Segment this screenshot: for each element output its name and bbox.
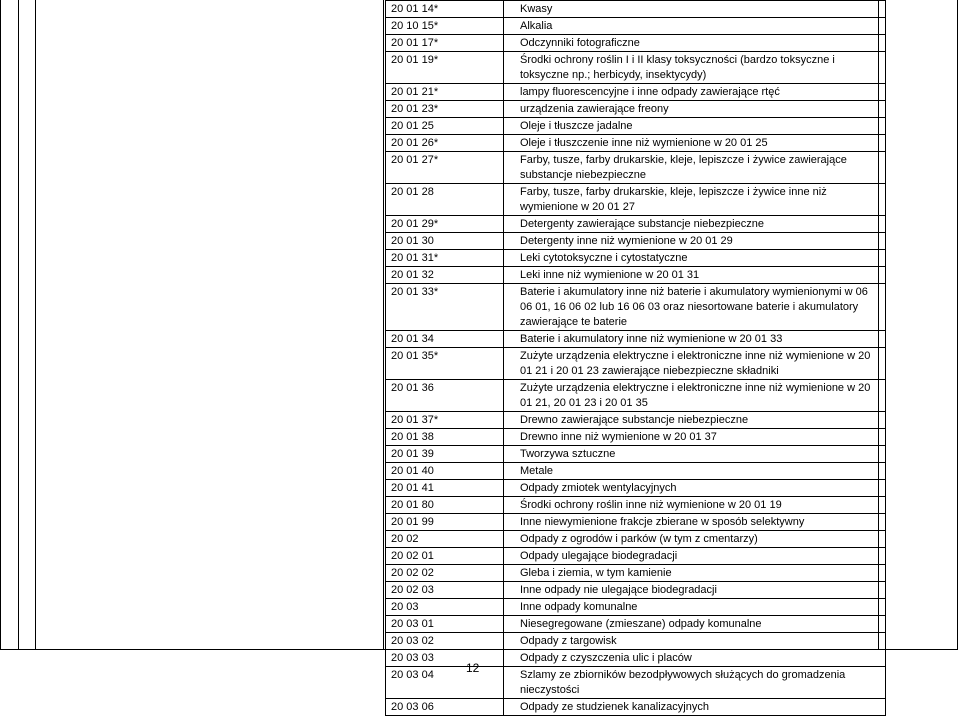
waste-code-cell: 20 02 02	[386, 565, 504, 582]
waste-description-cell: Drewno zawierające substancje niebezpieczne	[504, 412, 886, 429]
table-row	[386, 118, 886, 135]
table-row	[386, 548, 886, 565]
waste-description-cell: Oleje i tłuszczenie inne niż wymienione w 20 01 25	[504, 135, 886, 152]
table-row	[386, 633, 886, 650]
table-row	[386, 18, 886, 35]
waste-description-cell: Środki ochrony roślin I i II klasy toksyczności (bardzo toksyczne i toksyczne np.; herbicydy, insektycydy)	[504, 52, 886, 84]
waste-code-cell: 20 03 06	[386, 699, 504, 716]
waste-description-cell: Oleje i tłuszcze jadalne	[504, 118, 886, 135]
frame-line	[0, 0, 1, 650]
waste-code-cell: 20 01 23*	[386, 101, 504, 118]
waste-code-cell: 20 10 15*	[386, 18, 504, 35]
waste-description-cell: Inne odpady nie ulegające biodegradacji	[504, 582, 886, 599]
waste-code-cell: 20 01 36	[386, 380, 504, 412]
table-row	[386, 233, 886, 250]
waste-code-cell: 20 01 35*	[386, 348, 504, 380]
waste-code-cell: 20 03	[386, 599, 504, 616]
waste-code-cell: 20 01 31*	[386, 250, 504, 267]
waste-description-cell: Inne odpady komunalne	[504, 599, 886, 616]
table-row	[386, 135, 886, 152]
waste-code-cell: 20 02 03	[386, 582, 504, 599]
table-row	[386, 152, 886, 184]
frame-line	[18, 0, 19, 650]
frame-line	[957, 0, 958, 650]
waste-description-cell: Detergenty inne niż wymienione w 20 01 29	[504, 233, 886, 250]
frame-line	[383, 0, 384, 650]
table-row	[386, 429, 886, 446]
waste-description-cell: Niesegregowane (zmieszane) odpady komunalne	[504, 616, 886, 633]
waste-code-cell: 20 02	[386, 531, 504, 548]
table-row	[386, 412, 886, 429]
waste-code-cell: 20 03 03	[386, 650, 504, 667]
table-row	[386, 446, 886, 463]
table-row	[386, 331, 886, 348]
table-row	[386, 184, 886, 216]
table-row	[386, 1, 886, 18]
waste-code-cell: 20 01 32	[386, 267, 504, 284]
waste-description-cell: Odpady ze studzienek kanalizacyjnych	[504, 699, 886, 716]
table-row	[386, 35, 886, 52]
waste-code-cell: 20 01 80	[386, 497, 504, 514]
waste-code-cell: 20 03 02	[386, 633, 504, 650]
waste-code-table	[385, 0, 886, 716]
waste-code-cell: 20 01 38	[386, 429, 504, 446]
table-row	[386, 667, 886, 699]
waste-code-cell: 20 01 28	[386, 184, 504, 216]
waste-description-cell: urządzenia zawierające freony	[504, 101, 886, 118]
table-row	[386, 84, 886, 101]
waste-code-cell: 20 01 41	[386, 480, 504, 497]
waste-code-cell: 20 01 39	[386, 446, 504, 463]
table-row	[386, 250, 886, 267]
table-row	[386, 480, 886, 497]
waste-code-cell: 20 02 01	[386, 548, 504, 565]
waste-description-cell: Alkalia	[504, 18, 886, 35]
table-row	[386, 514, 886, 531]
waste-description-cell: Odpady z ogrodów i parków (w tym z cmentarzy)	[504, 531, 886, 548]
waste-description-cell: Odpady z targowisk	[504, 633, 886, 650]
frame-line	[35, 0, 36, 650]
waste-description-cell: Baterie i akumulatory inne niż wymienione w 20 01 33	[504, 331, 886, 348]
waste-description-cell: Farby, tusze, farby drukarskie, kleje, lepiszcze i żywice zawierające substancje niebezpieczne	[504, 152, 886, 184]
waste-code-cell: 20 01 37*	[386, 412, 504, 429]
waste-code-cell: 20 01 29*	[386, 216, 504, 233]
table-row	[386, 380, 886, 412]
waste-code-cell: 20 03 04	[386, 667, 504, 699]
waste-description-cell: Szlamy ze zbiorników bezodpływowych służących do gromadzenia nieczystości	[504, 667, 886, 699]
table-row	[386, 582, 886, 599]
table-row	[386, 497, 886, 514]
table-row	[386, 463, 886, 480]
waste-code-cell: 20 01 21*	[386, 84, 504, 101]
waste-code-cell: 20 01 26*	[386, 135, 504, 152]
waste-description-cell: Gleba i ziemia, w tym kamienie	[504, 565, 886, 582]
waste-description-cell: Leki inne niż wymienione w 20 01 31	[504, 267, 886, 284]
table-row	[386, 531, 886, 548]
waste-description-cell: Odpady z czyszczenia ulic i placów	[504, 650, 886, 667]
waste-description-cell: Zużyte urządzenia elektryczne i elektroniczne inne niż wymienione w 20 01 21, 20 01 23 i 20 01 35	[504, 380, 886, 412]
waste-description-cell: Kwasy	[504, 1, 886, 18]
waste-description-cell: Metale	[504, 463, 886, 480]
table-row	[386, 284, 886, 331]
waste-code-cell: 20 01 99	[386, 514, 504, 531]
table-row	[386, 565, 886, 582]
waste-description-cell: Środki ochrony roślin inne niż wymienione w 20 01 19	[504, 497, 886, 514]
page-number: 12	[466, 661, 480, 675]
waste-description-cell: lampy fluorescencyjne i inne odpady zawierające rtęć	[504, 84, 886, 101]
waste-code-cell: 20 01 33*	[386, 284, 504, 331]
table-row	[386, 699, 886, 716]
table-row	[386, 216, 886, 233]
waste-description-cell: Odczynniki fotograficzne	[504, 35, 886, 52]
waste-description-cell: Baterie i akumulatory inne niż baterie i akumulatory wymienionymi w 06 06 01, 16 06 02 lub 16 06 03 oraz niesortowane baterie i akumulatory zawierające te baterie	[504, 284, 886, 331]
table-row	[386, 267, 886, 284]
table-row	[386, 348, 886, 380]
waste-code-cell: 20 03 01	[386, 616, 504, 633]
waste-description-cell: Leki cytotoksyczne i cytostatyczne	[504, 250, 886, 267]
waste-description-cell: Odpady zmiotek wentylacyjnych	[504, 480, 886, 497]
table-row	[386, 650, 886, 667]
waste-code-cell: 20 01 30	[386, 233, 504, 250]
waste-description-cell: Inne niewymienione frakcje zbierane w sposób selektywny	[504, 514, 886, 531]
waste-code-cell: 20 01 14*	[386, 1, 504, 18]
table-row	[386, 101, 886, 118]
waste-description-cell: Detergenty zawierające substancje niebezpieczne	[504, 216, 886, 233]
waste-code-cell: 20 01 19*	[386, 52, 504, 84]
waste-code-cell: 20 01 34	[386, 331, 504, 348]
waste-description-cell: Zużyte urządzenia elektryczne i elektroniczne inne niż wymienione w 20 01 21 i 20 01 23 zawierające niebezpieczne składniki	[504, 348, 886, 380]
waste-code-cell: 20 01 25	[386, 118, 504, 135]
waste-description-cell: Farby, tusze, farby drukarskie, kleje, lepiszcze i żywice inne niż wymienione w 20 01 27	[504, 184, 886, 216]
waste-code-cell: 20 01 17*	[386, 35, 504, 52]
table-row	[386, 616, 886, 633]
waste-code-cell: 20 01 40	[386, 463, 504, 480]
waste-code-cell: 20 01 27*	[386, 152, 504, 184]
waste-description-cell: Odpady ulegające biodegradacji	[504, 548, 886, 565]
waste-description-cell: Tworzywa sztuczne	[504, 446, 886, 463]
table-row	[386, 52, 886, 84]
table-row	[386, 599, 886, 616]
waste-description-cell: Drewno inne niż wymienione w 20 01 37	[504, 429, 886, 446]
